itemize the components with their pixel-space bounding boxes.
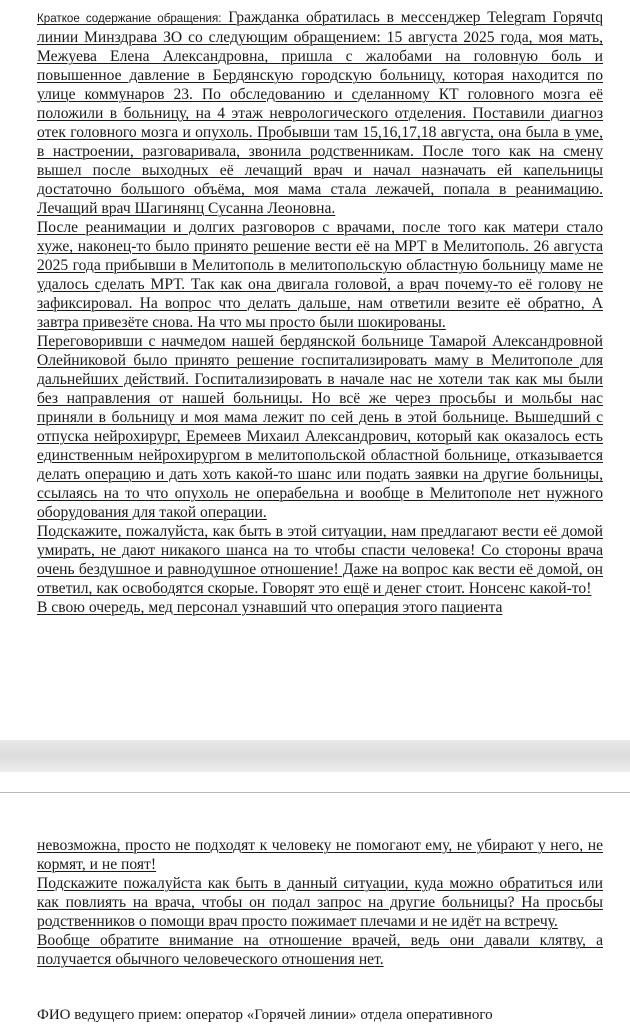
- document-page-bottom: [0, 772, 630, 1024]
- page-top-rule: [0, 792, 630, 793]
- paragraph-7: Подскажите пожалуйста как быть в данный ситуации, куда можно обратиться или как повлиять на врача, чтобы он подал запрос на другие больницы? На просьбы родственников о помощи врач просто пожимает плечами и не идёт на встречу.: [37, 875, 603, 930]
- paragraph-1: [37, 8, 603, 218]
- paragraph-1-text: Гражданка обратилась в мессенджер Telegram Горячtq линии Минздрава ЗО со следующим обращением: 15 августа 2025 года, моя мать, Межуева Елена Александровна, пришла с жалобами на головную боль и повышенное давление в Бердянскую городскую больницу, которая находится по улице коммунаров 23. По обследованию и сделанному КТ головного мозга её положили в больницу, на 4 этаж неврологического отделения. Поставили диагноз отек головного мозга и опухоль. Пробывши там 15,16,17,18 августа, она была в уме, в настроении, разговаривала, звонила родственникам. После того как на смену вышел после выходных её лечащий врач и начал назначать ей капельницы достаточно большого объёма, моя мама стала лежачей, попала в реанимацию. Лечащий врач Шагинянц Сусанна Леоновна.: [37, 9, 603, 217]
- paragraph-5: В свою очередь, мед персонал узнавший что операция этого пациента: [37, 599, 503, 616]
- appeal-text-top: [37, 8, 603, 617]
- operator-line-cutoff: ФИО ведущего прием: оператор «Горячей линии» отдела оперативного: [37, 1007, 493, 1023]
- paragraph-8: Вообще обратите внимание на отношение врачей, ведь они давали клятву, а получается обычного человеческого отношения нет.: [37, 932, 603, 968]
- appeal-text-bottom: [37, 836, 603, 969]
- paragraph-4: Подскажите, пожалуйста, как быть в этой ситуации, нам предлагают вести её домой умирать, не дают никакого шанса на то чтобы спасти человека! Со стороны врача очень бездушное и равнодушное отношение! Даже на вопрос как вести её домой, он ответил, как освободятся скорые. Говорят это ещё и денег стоит. Нонсенс какой-то!: [37, 523, 603, 597]
- paragraph-2: После реанимации и долгих разговоров с врачами, после того как матери стало хуже, наконец-то было принято решение вести её на МРТ в Мелитополь. 26 августа 2025 года прибывши в Мелитополь в мелитопольскую областную больницу маме не удалось сделать МРТ. Так как она двигала головой, а врач почему-то её голову не зафиксировал. На вопрос что делать дальше, нам ответили везите её обратно, А завтра привезёте снова. На что мы просто были шокированы.: [37, 219, 603, 331]
- summary-label: Краткое содержание обращения:: [37, 12, 222, 25]
- paragraph-3: Переговоривши с начмедом нашей бердянской больнице Тамарой Александровной Олейниковой было принято решение госпитализировать маму в Мелитополе для дальнейших действий. Госпитализировать в начале нас не хотели так как мы были без направления от нашей больницы. Но всё же через просьбы и мольбы нас приняли в больницу и моя мама лежит по сей день в этой больнице. Вышедший с отпуска нейрохирург, Еремеев Михаил Александрович, который как оказалось есть единственным нейрохирургом в мелитопольской областной больнице, отказывается делать операцию и дать хоть какой-то шанс или подать заявки на другие больницы, ссылаясь на то что опухоль не операбельна и вообще в Мелитополе нет нужного оборудования для такой операции.: [37, 333, 603, 521]
- page-separator: [0, 740, 630, 772]
- paragraph-6: невозможна, просто не подходят к человеку не помогают ему, не убирают у него, не кормят, и не поят!: [37, 837, 603, 873]
